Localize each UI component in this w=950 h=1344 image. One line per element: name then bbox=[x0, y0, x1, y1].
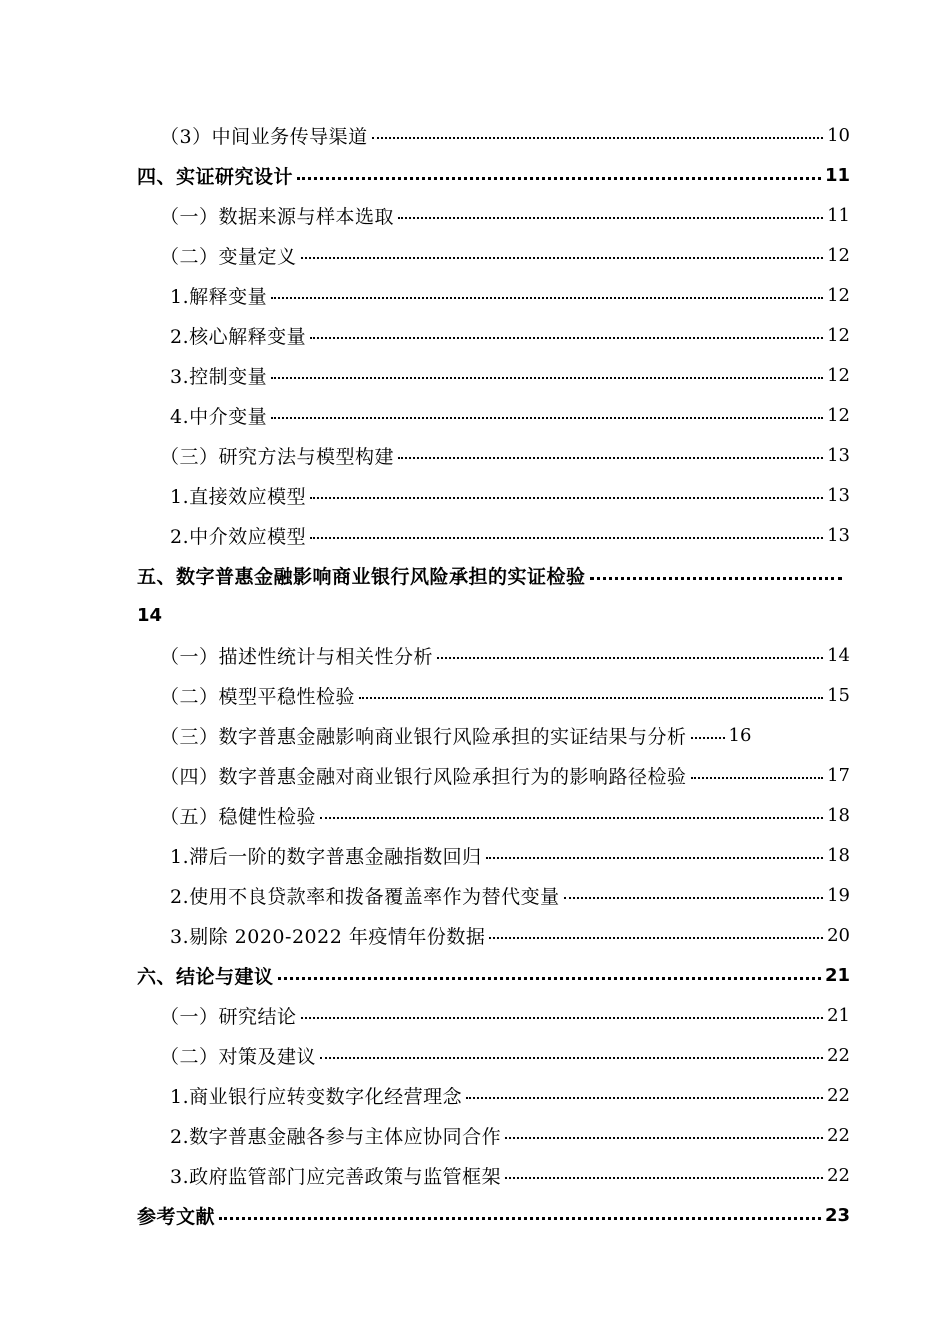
toc-entry-title: 3.政府监管部门应完善政策与监管框架 bbox=[170, 1165, 502, 1188]
table-of-contents bbox=[0, 115, 950, 1235]
toc-entry-title: 2.数字普惠金融各参与主体应协同合作 bbox=[170, 1125, 502, 1148]
toc-chapter[interactable] bbox=[0, 155, 950, 195]
toc-entry[interactable] bbox=[0, 1115, 950, 1155]
toc-entry-page: 13 bbox=[827, 484, 850, 506]
dot-leader bbox=[505, 1155, 823, 1195]
toc-chapter-title: 五、数字普惠金融影响商业银行风险承担的实证检验 bbox=[137, 565, 586, 588]
toc-entry[interactable] bbox=[0, 475, 950, 515]
dot-leader bbox=[437, 635, 823, 675]
toc-entry-page: 17 bbox=[827, 764, 850, 786]
toc-chapter-page: 23 bbox=[824, 1204, 850, 1226]
toc-entry[interactable] bbox=[0, 115, 950, 155]
toc-entry-title: 2.使用不良贷款率和拨备覆盖率作为替代变量 bbox=[170, 885, 560, 908]
toc-entry-title: （一）数据来源与样本选取 bbox=[160, 205, 395, 228]
toc-entry-title: （三）研究方法与模型构建 bbox=[160, 445, 395, 468]
toc-entry-title: （二）对策及建议 bbox=[160, 1045, 317, 1068]
toc-entry[interactable] bbox=[0, 1035, 950, 1075]
dot-leader bbox=[505, 1115, 823, 1155]
toc-entry[interactable] bbox=[0, 315, 950, 355]
toc-entry[interactable] bbox=[0, 195, 950, 235]
dot-leader bbox=[278, 955, 821, 995]
dot-leader bbox=[486, 835, 823, 875]
toc-entry-page: 12 bbox=[827, 364, 850, 386]
dot-leader bbox=[372, 115, 824, 155]
toc-chapter[interactable] bbox=[0, 955, 950, 995]
toc-entry-page: 14 bbox=[827, 644, 850, 666]
toc-entry-page: 20 bbox=[827, 924, 850, 946]
toc-entry[interactable] bbox=[0, 835, 950, 875]
toc-entry-title: （一）描述性统计与相关性分析 bbox=[160, 645, 434, 668]
dot-leader bbox=[489, 915, 823, 955]
toc-entry-page: 12 bbox=[827, 404, 850, 426]
toc-entry-page: 22 bbox=[827, 1164, 850, 1186]
toc-entry[interactable] bbox=[0, 875, 950, 915]
toc-entry-title: （四）数字普惠金融对商业银行风险承担行为的影响路径检验 bbox=[160, 765, 687, 788]
dot-leader bbox=[466, 1075, 823, 1115]
dot-leader bbox=[297, 155, 821, 195]
toc-entry[interactable] bbox=[0, 995, 950, 1035]
toc-entry-title: （二）模型平稳性检验 bbox=[160, 685, 356, 708]
toc-entry[interactable] bbox=[0, 675, 950, 715]
toc-entry-page: 18 bbox=[827, 844, 850, 866]
toc-entry-page: 15 bbox=[827, 684, 850, 706]
toc-chapter-page: 14 bbox=[137, 604, 163, 626]
toc-chapter-title: 四、实证研究设计 bbox=[137, 165, 294, 188]
toc-chapter-title: 参考文献 bbox=[137, 1205, 216, 1228]
toc-entry-page: 21 bbox=[827, 1004, 850, 1026]
toc-entry[interactable] bbox=[0, 435, 950, 475]
toc-entry[interactable] bbox=[0, 1155, 950, 1195]
toc-chapter[interactable] bbox=[0, 555, 950, 595]
toc-entry-page: 12 bbox=[827, 244, 850, 266]
toc-entry-title: 4.中介变量 bbox=[170, 405, 268, 428]
toc-entry-title: 3.剔除 2020-2022 年疫情年份数据 bbox=[170, 925, 486, 948]
dot-leader bbox=[310, 315, 823, 355]
dot-leader bbox=[359, 675, 823, 715]
dot-leader bbox=[398, 435, 823, 475]
toc-entry[interactable] bbox=[0, 275, 950, 315]
toc-entry-page: 10 bbox=[827, 124, 850, 146]
toc-entry-page: 13 bbox=[827, 524, 850, 546]
toc-chapter-page-line bbox=[0, 595, 950, 635]
dot-leader bbox=[590, 555, 842, 595]
toc-entry-title: 3.控制变量 bbox=[170, 365, 268, 388]
toc-entry[interactable] bbox=[0, 355, 950, 395]
dot-leader bbox=[271, 395, 823, 435]
toc-entry-page: 22 bbox=[827, 1084, 850, 1106]
toc-entry[interactable] bbox=[0, 1075, 950, 1115]
dot-leader bbox=[301, 235, 824, 275]
toc-entry[interactable] bbox=[0, 635, 950, 675]
toc-entry-page: 22 bbox=[827, 1044, 850, 1066]
toc-entry-title: （五）稳健性检验 bbox=[160, 805, 317, 828]
toc-entry[interactable] bbox=[0, 395, 950, 435]
toc-entry-page: 18 bbox=[827, 804, 850, 826]
toc-entry-page: 13 bbox=[827, 444, 850, 466]
toc-entry-title: 1.滞后一阶的数字普惠金融指数回归 bbox=[170, 845, 482, 868]
toc-entry[interactable] bbox=[0, 755, 950, 795]
dot-leader bbox=[691, 755, 824, 795]
dot-leader bbox=[691, 715, 725, 755]
toc-entry-title: 1.商业银行应转变数字化经营理念 bbox=[170, 1085, 463, 1108]
toc-entry-page: 12 bbox=[827, 324, 850, 346]
dot-leader bbox=[320, 795, 823, 835]
toc-chapter-page: 11 bbox=[824, 164, 850, 186]
toc-entry-page: 11 bbox=[827, 204, 850, 226]
toc-entry-title: （三）数字普惠金融影响商业银行风险承担的实证结果与分析 bbox=[160, 725, 687, 748]
toc-entry[interactable] bbox=[0, 715, 950, 755]
dot-leader bbox=[310, 515, 823, 555]
dot-leader bbox=[301, 995, 824, 1035]
dot-leader bbox=[271, 355, 823, 395]
toc-entry-page: 12 bbox=[827, 284, 850, 306]
toc-entry-page: 19 bbox=[827, 884, 850, 906]
dot-leader bbox=[310, 475, 823, 515]
toc-entry-page: 16 bbox=[728, 724, 752, 746]
toc-entry[interactable] bbox=[0, 235, 950, 275]
toc-entry-title: 1.直接效应模型 bbox=[170, 485, 307, 508]
dot-leader bbox=[398, 195, 823, 235]
toc-entry-title: 1.解释变量 bbox=[170, 285, 268, 308]
toc-chapter[interactable] bbox=[0, 1195, 950, 1235]
toc-chapter-page: 21 bbox=[824, 964, 850, 986]
toc-entry[interactable] bbox=[0, 515, 950, 555]
toc-chapter-title: 六、结论与建议 bbox=[137, 965, 274, 988]
dot-leader bbox=[320, 1035, 823, 1075]
dot-leader bbox=[271, 275, 823, 315]
toc-entry-title: 2.核心解释变量 bbox=[170, 325, 307, 348]
toc-entry-page: 22 bbox=[827, 1124, 850, 1146]
dot-leader bbox=[564, 875, 823, 915]
toc-entry-title: （二）变量定义 bbox=[160, 245, 297, 268]
dot-leader bbox=[219, 1195, 821, 1235]
toc-entry[interactable] bbox=[0, 915, 950, 955]
toc-entry[interactable] bbox=[0, 795, 950, 835]
toc-entry-title: （一）研究结论 bbox=[160, 1005, 297, 1028]
toc-entry-title: 2.中介效应模型 bbox=[170, 525, 307, 548]
toc-entry-title: （3）中间业务传导渠道 bbox=[160, 125, 368, 148]
